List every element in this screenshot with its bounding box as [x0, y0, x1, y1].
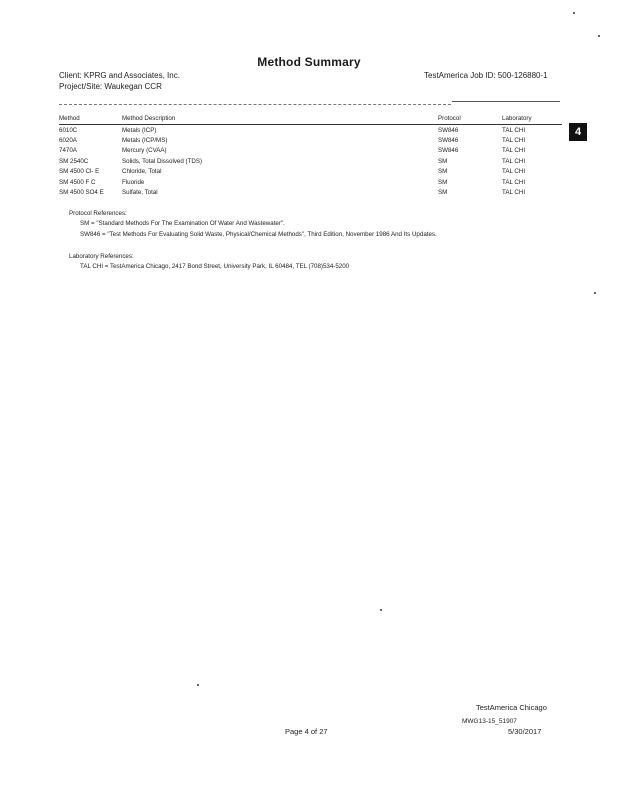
scan-speck [573, 12, 575, 14]
client-label: Client: KPRG and Associates, Inc. [59, 71, 180, 80]
scan-speck [598, 35, 600, 37]
footer-doc-code: MWG13-15_51907 [462, 718, 517, 725]
protocol-reference-sw846: SW846 = "Test Methods For Evaluating Solid Waste, Physical/Chemical Methods", Third Edition, November 1986 And Its Updates. [80, 231, 437, 238]
cell-method: SM 2540C [59, 157, 89, 165]
method-summary-table [59, 114, 562, 198]
cell-method: SM 4500 SO4 E [59, 189, 104, 197]
footer-lab-name: TestAmerica Chicago [476, 703, 547, 712]
cell-laboratory: TAL CHI [502, 178, 526, 186]
cell-laboratory: TAL CHI [502, 157, 526, 165]
cell-laboratory: TAL CHI [502, 137, 526, 145]
cell-method: SM 4500 Cl- E [59, 168, 100, 176]
laboratory-reference-tal-chi: TAL CHI = TestAmerica Chicago, 2417 Bond Street, University Park, IL 60484, TEL (708)534-5200 [80, 263, 350, 270]
cell-laboratory: TAL CHI [502, 189, 526, 197]
header-divider [59, 104, 451, 105]
table-row [59, 146, 562, 156]
cell-description: Metals (ICP) [122, 126, 157, 134]
footer-page-number: Page 4 of 27 [285, 727, 328, 736]
page-title: Method Summary [257, 55, 361, 69]
protocol-reference-sm: SM = "Standard Methods For The Examination Of Water And Wastewater". [80, 220, 285, 227]
cell-protocol: SW846 [438, 126, 459, 134]
cell-laboratory: TAL CHI [502, 168, 526, 176]
cell-protocol: SM [438, 189, 448, 197]
cell-protocol: SM [438, 178, 448, 186]
cell-description: Sulfate, Total [122, 189, 158, 197]
section-tab-badge: 4 [569, 123, 587, 141]
project-site-label: Project/Site: Waukegan CCR [59, 82, 162, 91]
cell-description: Fluoride [122, 178, 145, 186]
column-header-protocol: Protocol [438, 114, 502, 125]
column-header-method: Method [59, 114, 122, 125]
cell-laboratory: TAL CHI [502, 126, 526, 134]
table-row [59, 187, 562, 197]
header-divider-right [452, 101, 560, 102]
scan-speck [594, 292, 596, 294]
cell-method: 6020A [59, 137, 77, 145]
cell-laboratory: TAL CHI [502, 147, 526, 155]
column-header-laboratory: Laboratory [502, 114, 562, 125]
cell-protocol: SW846 [438, 147, 459, 155]
cell-protocol: SW846 [438, 137, 459, 145]
table-header-row [59, 114, 562, 125]
scan-speck [197, 684, 199, 686]
scan-speck [380, 609, 382, 611]
cell-description: Solids, Total Dissolved (TDS) [122, 157, 203, 165]
cell-protocol: SM [438, 168, 448, 176]
cell-description: Metals (ICP/MS) [122, 137, 168, 145]
job-id-label: TestAmerica Job ID: 500-126880-1 [424, 71, 548, 80]
cell-method: SM 4500 F C [59, 178, 96, 186]
column-header-description: Method Description [122, 114, 438, 125]
cell-method: 6010C [59, 126, 78, 134]
protocol-references-heading: Protocol References: [69, 210, 127, 217]
table-row [59, 177, 562, 187]
cell-method: 7470A [59, 147, 77, 155]
table-row [59, 156, 562, 166]
cell-description: Chloride, Total [122, 168, 162, 176]
cell-description: Mercury (CVAA) [122, 147, 167, 155]
table-row [59, 135, 562, 145]
cell-protocol: SM [438, 157, 448, 165]
footer-date: 5/30/2017 [508, 727, 542, 736]
table-row [59, 125, 562, 136]
laboratory-references-heading: Laboratory References: [69, 253, 134, 260]
table-row [59, 167, 562, 177]
